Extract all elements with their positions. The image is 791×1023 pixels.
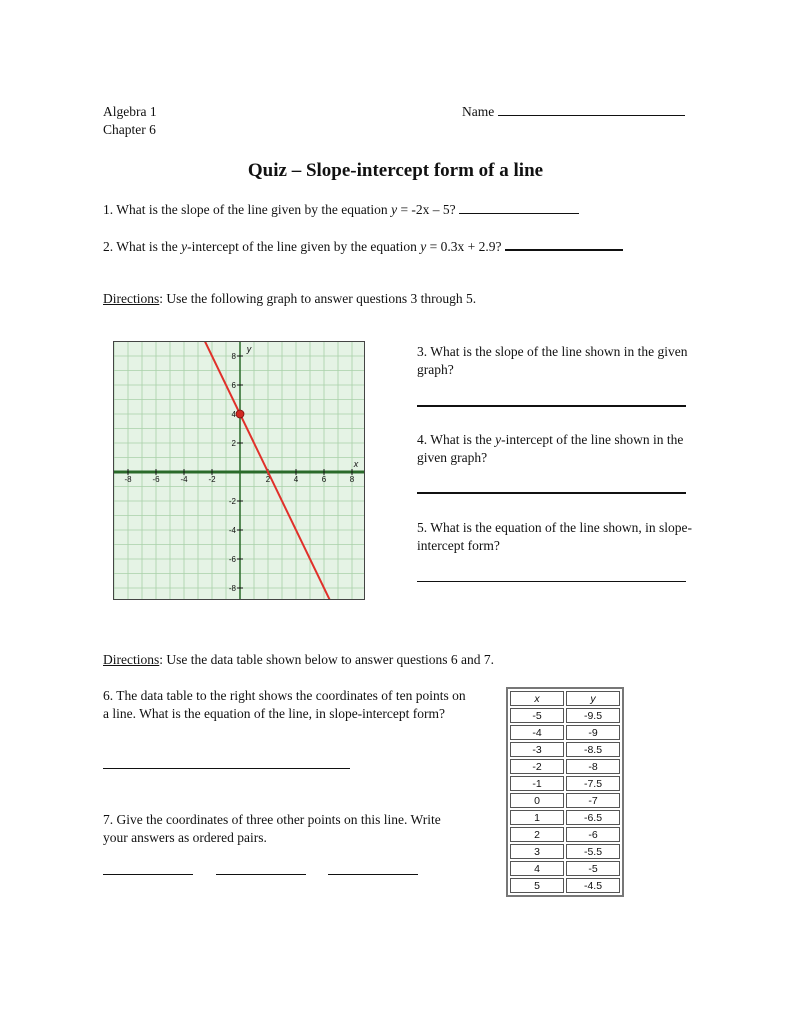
name-label: Name [462, 104, 495, 119]
table-row [510, 776, 620, 791]
table-cell-x: -2 [510, 759, 564, 774]
table-row [510, 759, 620, 774]
q4-var: y [495, 432, 502, 447]
x-tick-label: -2 [208, 475, 216, 484]
question-5: 5. What is the equation of the line shown, in slope-intercept form? [417, 520, 692, 553]
data-table [506, 687, 624, 897]
table-cell-x: 2 [510, 827, 564, 842]
graph-svg [114, 342, 364, 599]
name-blank[interactable] [498, 114, 685, 116]
coordinate-graph [113, 341, 365, 600]
question-6: 6. The data table to the right shows the coordinates of ten points on a line. What is the equation of the line, in slope-intercept form? [103, 688, 466, 721]
y-tick-label: 4 [231, 410, 236, 419]
table-cell-x: 0 [510, 793, 564, 808]
name-field[interactable] [462, 104, 685, 120]
directions-2 [103, 652, 494, 668]
q4-text: 4. What is the [417, 432, 496, 447]
y-tick-label: 2 [231, 439, 236, 448]
q2-equation: = 0.3x + 2.9? [426, 239, 505, 254]
table-row [510, 708, 620, 723]
y-tick-label: -2 [228, 497, 236, 506]
q1-answer-blank[interactable] [459, 212, 579, 214]
q1-text: 1. What is the slope of the line given by the equation [103, 202, 392, 217]
table-cell-x: 1 [510, 810, 564, 825]
question-3: 3. What is the slope of the line shown in the given graph? [417, 344, 688, 377]
x-tick-label: 8 [349, 475, 355, 484]
table-cell-y: -5 [566, 861, 620, 876]
y-intercept-point [236, 410, 244, 418]
table-cell-y: -6.5 [566, 810, 620, 825]
x-tick-label: 6 [321, 475, 327, 484]
y-tick-label: -6 [228, 555, 236, 564]
table-header-y: y [566, 691, 620, 706]
directions-2-label: Directions [103, 652, 160, 667]
x-tick-label: -8 [124, 475, 132, 484]
x-tick-label: -4 [180, 475, 188, 484]
y-tick-label: -8 [228, 584, 236, 593]
y-tick-label: -4 [228, 526, 236, 535]
directions-1-label: Directions [103, 291, 160, 306]
q1-equation: = -2x – 5? [397, 202, 460, 217]
x-tick-label: 2 [265, 475, 271, 484]
chapter-label: Chapter 6 [103, 122, 156, 137]
y-tick-label: 8 [231, 352, 236, 361]
q2-text: 2. What is the [103, 239, 182, 254]
directions-1 [103, 291, 476, 307]
table-row [510, 742, 620, 757]
table-cell-y: -8.5 [566, 742, 620, 757]
q2-middle: -intercept of the line given by the equation [187, 239, 421, 254]
table-cell-x: -3 [510, 742, 564, 757]
table-cell-y: -5.5 [566, 844, 620, 859]
table-cell-y: -9.5 [566, 708, 620, 723]
table-row [510, 827, 620, 842]
table-row [510, 844, 620, 859]
x-tick-label: -6 [152, 475, 160, 484]
table-row [510, 810, 620, 825]
q2-var: y [181, 239, 188, 254]
q2-answer-blank[interactable] [505, 248, 623, 251]
q5-answer-blank[interactable] [417, 581, 686, 582]
course-label: Algebra 1 [103, 104, 157, 119]
q3-answer-blank[interactable] [417, 405, 686, 407]
q4-answer-blank[interactable] [417, 492, 686, 494]
x-axis-label: x [353, 459, 359, 469]
table-cell-x: -4 [510, 725, 564, 740]
table-header-x: x [510, 691, 564, 706]
q7-answer-blank-1[interactable] [103, 874, 193, 875]
q4-suffix: -intercept of the line shown in the given graph? [417, 432, 684, 465]
table-cell-x: -1 [510, 776, 564, 791]
table-row [510, 725, 620, 740]
table-cell-x: 4 [510, 861, 564, 876]
table-row [510, 793, 620, 808]
table-cell-y: -8 [566, 759, 620, 774]
table-cell-y: -6 [566, 827, 620, 842]
table-row [510, 878, 620, 893]
table-cell-y: -9 [566, 725, 620, 740]
table-cell-y: -4.5 [566, 878, 620, 893]
question-2 [103, 239, 623, 255]
y-axis-label: y [246, 344, 252, 354]
q7-answer-blank-3[interactable] [328, 874, 418, 875]
table-cell-y: -7 [566, 793, 620, 808]
question-1 [103, 202, 579, 218]
x-tick-label: 4 [293, 475, 299, 484]
table-cell-x: 3 [510, 844, 564, 859]
directions-2-text: : Use the data table shown below to answer questions 6 and 7. [159, 652, 495, 667]
q7-answer-blank-2[interactable] [216, 874, 306, 875]
table-cell-x: -5 [510, 708, 564, 723]
question-4 [417, 431, 692, 467]
q6-answer-blank[interactable] [103, 768, 350, 769]
q1-var: y [391, 202, 398, 217]
table-cell-y: -7.5 [566, 776, 620, 791]
table-header-row [510, 691, 620, 706]
quiz-title: Quiz – Slope-intercept form of a line [247, 160, 544, 181]
q2-var2: y [420, 239, 427, 254]
question-7: 7. Give the coordinates of three other points on this line. Write your answers as ordered pairs. [103, 812, 441, 845]
directions-1-text: : Use the following graph to answer questions 3 through 5. [159, 291, 477, 306]
table-row [510, 861, 620, 876]
y-tick-label: 6 [231, 381, 236, 390]
table-cell-x: 5 [510, 878, 564, 893]
